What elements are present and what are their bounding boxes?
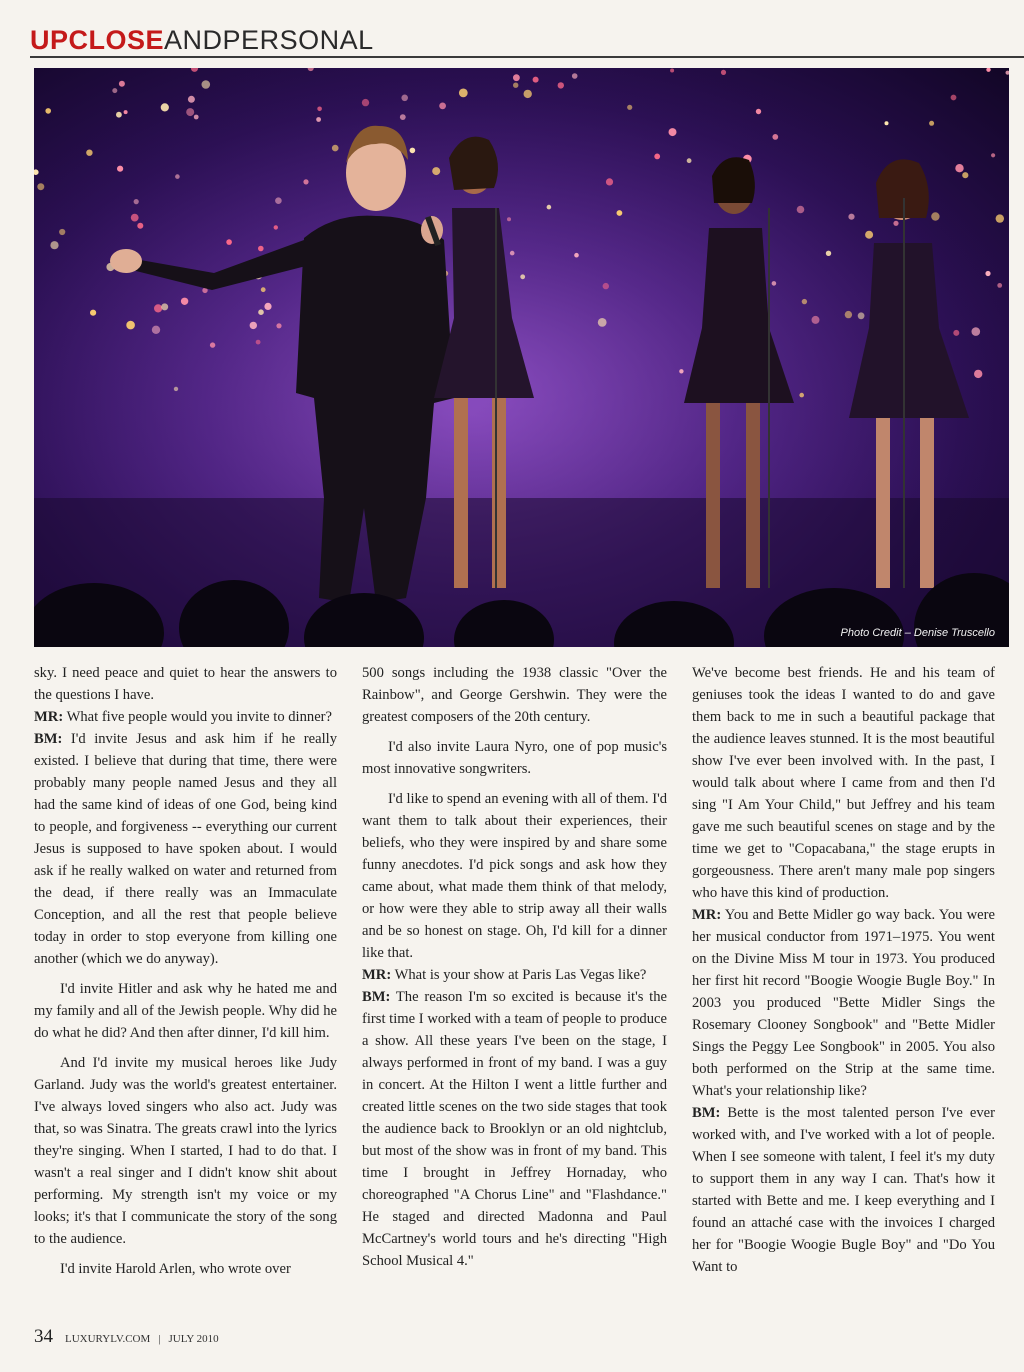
speaker-label: MR: xyxy=(692,907,722,923)
stage-light-dot xyxy=(772,281,777,286)
stage-light-dot xyxy=(617,210,623,216)
stage-light-dot xyxy=(256,340,261,345)
stage-light-dot xyxy=(119,81,125,87)
stage-light-dot xyxy=(37,183,44,190)
stage-light-dot xyxy=(258,309,264,315)
stage-light-dot xyxy=(161,303,168,310)
stage-light-dot xyxy=(606,178,613,185)
stage-light-dot xyxy=(510,251,515,256)
stage-light-dot xyxy=(90,310,96,316)
speaker-label: BM: xyxy=(692,1105,721,1121)
paragraph-text: You and Bette Midler go way back. You were her musical conductor from 1971–1975. You went on the Divine Miss M tour in 1973. You produced her first hit record "Boogie Woogie Bugle Boy." In 2003 you produced "Bette Midler Sings the Rosemary Clooney Songbook" and "Bette Midler Sings the Peggy Lee Songbook" in 2005. You also both performed on the Strip at the same time. What's your relationship like? xyxy=(692,907,995,1099)
stage-light-dot xyxy=(679,369,683,373)
stage-light-dot xyxy=(400,114,406,120)
stage-light-dot xyxy=(687,158,692,163)
stage-light-dot xyxy=(362,99,369,106)
stage-light-dot xyxy=(974,370,982,378)
stage-light-dot xyxy=(250,322,257,329)
stage-light-dot xyxy=(826,251,831,256)
stage-light-dot xyxy=(670,69,674,73)
stage-light-dot xyxy=(513,74,520,81)
stage-light-dot xyxy=(59,229,65,235)
stage-light-dot xyxy=(953,330,959,336)
stage-light-dot xyxy=(317,107,322,112)
stage-light-dot xyxy=(459,89,468,98)
stage-light-dot xyxy=(603,283,609,289)
stage-light-dot xyxy=(226,239,232,245)
stage-light-dot xyxy=(513,83,518,88)
paragraph-text: I'd like to spend an evening with all of them. I'd want them to talk about their experiences, their beliefs, who they were inspired by and share some funny anecdotes. I'd pick songs and ask how they came about, what made them think of that melody, or how were they able to strip away all their walls and be so honest on stage. Oh, I'd kill for a dinner like that. xyxy=(362,791,667,961)
stage-light-dot xyxy=(181,298,188,305)
stage-light-dot xyxy=(955,164,963,172)
stage-light-dot xyxy=(931,212,939,220)
paragraph xyxy=(34,1258,337,1280)
stage-light-dot xyxy=(669,128,677,136)
stage-light-dot xyxy=(929,121,934,126)
stage-light-dot xyxy=(131,214,139,222)
stage-light-dot xyxy=(316,117,321,122)
stage-light-dot xyxy=(274,225,278,229)
paragraph-text: What five people would you invite to dinner? xyxy=(63,709,333,725)
stage-light-dot xyxy=(533,77,539,83)
stage-light-dot xyxy=(439,103,446,110)
stage-light-dot xyxy=(985,271,990,276)
paragraph xyxy=(362,736,667,780)
stage-illustration xyxy=(34,68,1009,647)
stage-light-dot xyxy=(721,70,726,75)
stage-light-dot xyxy=(261,287,266,292)
section-header xyxy=(30,24,374,56)
stage-light-dot xyxy=(175,174,180,179)
stage-light-dot xyxy=(524,90,532,98)
speaker-label: MR: xyxy=(34,709,64,725)
stage-light-dot xyxy=(332,145,339,152)
paragraph xyxy=(692,662,995,904)
paragraph-text: What is your show at Paris Las Vegas like? xyxy=(391,967,647,983)
paragraph-text: I'd invite Jesus and ask him if he really existed. I believe that during that time, there were probably many people named Jesus and they all had the same kind of ideas of one God, being kind to people, and forgiveness -- everything our current Jesus is supposed to have spoken about. I would ask if he really walked on water and returned from the dead, if there really was an Immaculate Conception, and all the rest that people believe today in order to stop everyone from killing one another (which we do anyway). xyxy=(34,731,337,967)
stage-light-dot xyxy=(756,109,761,114)
paragraph xyxy=(362,662,667,728)
paragraph-text: sky. I need peace and quiet to hear the answers to the questions I have. xyxy=(34,665,337,703)
stage-light-dot xyxy=(152,326,160,334)
stage-light-dot xyxy=(275,197,282,204)
stage-light-dot xyxy=(507,217,511,221)
paragraph xyxy=(692,1102,995,1278)
stage-light-dot xyxy=(50,241,58,249)
stage-light-dot xyxy=(885,121,889,125)
stage-light-dot xyxy=(161,103,169,111)
speaker-label: BM: xyxy=(34,731,63,747)
stage-light-dot xyxy=(996,214,1004,222)
footer-issue: JULY 2010 xyxy=(168,1333,219,1345)
concert-photo xyxy=(34,68,1009,647)
stage-light-dot xyxy=(258,246,264,252)
stage-light-dot xyxy=(194,115,199,120)
stage-light-dot xyxy=(812,316,820,324)
paragraph xyxy=(362,788,667,964)
paragraph xyxy=(34,662,337,706)
stage-light-dot xyxy=(802,299,807,304)
paragraph-text: 500 songs including the 1938 classic "Over the Rainbow", and George Gershwin. They were the greatest composers of the 20th century. xyxy=(362,665,667,725)
paragraph-text: I'd invite Hitler and ask why he hated me and my family and all of the Jewish people. Why did he do what he did? And then after dinner, I'd kill him. xyxy=(34,981,337,1041)
stage-light-dot xyxy=(117,166,123,172)
stage-light-dot xyxy=(401,95,408,102)
paragraph-text: I'd invite Harold Arlen, who wrote over xyxy=(60,1261,291,1277)
stage-light-dot xyxy=(126,321,135,330)
stage-light-dot xyxy=(112,88,117,93)
paragraph-text: I'd also invite Laura Nyro, one of pop music's most innovative songwriters. xyxy=(362,739,667,777)
stage-light-dot xyxy=(303,179,308,184)
paragraph xyxy=(362,986,667,1272)
stage-light-dot xyxy=(86,150,92,156)
stage-light-dot xyxy=(997,283,1002,288)
paragraph-text: We've become best friends. He and his team of geniuses took the ideas I wanted to do and gave them back to me in such a beautiful package that the audience leaves stunned. It is the most beautiful show I've ever been involved with. In the past, I would talk about where I came from and then I'd sing "I Am Your Child," but Jeffrey and his team gave me such beautiful scenes on stage and by the time we get to "Copacabana," the stage erupts in gorgeousness. There aren't many male pop singers who have this kind of production. xyxy=(692,665,995,901)
header-rule xyxy=(30,56,1024,58)
footer-separator: | xyxy=(158,1333,161,1345)
paragraph xyxy=(34,1052,337,1250)
stage-light-dot xyxy=(276,323,281,328)
stage-light-dot xyxy=(972,327,981,336)
stage-light-dot xyxy=(547,205,552,210)
speaker-label: BM: xyxy=(362,989,391,1005)
stage-light-dot xyxy=(574,253,579,258)
stage-light-dot xyxy=(598,318,607,327)
paragraph-text: The reason I'm so excited is because it's the first time I worked with a team of people to produce a show. All these years I've been on the stage, I always performed in front of my band. I was a guy in concert. At the Hilton I went a little further and created little scenes on the two side stages that took the audience back to Brooklyn or an old nightclub, but most of the show was in front of my band. This time I brought in Jeffrey Hornaday, who choreographed "A Chorus Line" and "Flashdance." He staged and directed Madonna and Paul McCartney's world tours and he's directing "High School Musical 4." xyxy=(362,989,667,1269)
stage-light-dot xyxy=(865,231,873,239)
page-number: 34 xyxy=(34,1326,53,1347)
stage-light-dot xyxy=(188,96,195,103)
stage-light-dot xyxy=(845,311,852,318)
stage-light-dot xyxy=(45,108,51,114)
stage-light-dot xyxy=(772,134,778,140)
stage-light-dot xyxy=(186,108,194,116)
stage-light-dot xyxy=(991,153,995,157)
stage-light-dot xyxy=(210,342,215,347)
paragraph xyxy=(34,728,337,970)
stage-light-dot xyxy=(858,312,865,319)
stage-light-dot xyxy=(202,80,211,89)
article-column-1 xyxy=(34,662,337,1282)
paragraph xyxy=(692,904,995,1102)
article-column-3 xyxy=(692,662,995,1282)
stage-light-dot xyxy=(848,214,854,220)
stage-light-dot xyxy=(137,223,143,229)
photo-credit: Photo Credit – Denise Truscello xyxy=(840,627,995,639)
stage-light-dot xyxy=(627,105,632,110)
stage-light-dot xyxy=(893,221,898,226)
header-upclose: UPCLOSE xyxy=(30,25,165,55)
stage-light-dot xyxy=(432,167,440,175)
paragraph xyxy=(362,964,667,986)
speaker-label: MR: xyxy=(362,967,392,983)
paragraph xyxy=(34,706,337,728)
stage-light-dot xyxy=(951,95,957,101)
stage-light-dot xyxy=(797,206,805,214)
article-column-2 xyxy=(362,662,667,1282)
stage-light-dot xyxy=(410,148,416,154)
stage-light-dot xyxy=(654,154,660,160)
footer-site: LUXURYLV.COM xyxy=(65,1333,151,1345)
stage-light-dot xyxy=(264,303,271,310)
stage-light-dot xyxy=(116,112,122,118)
stage-light-dot xyxy=(572,73,578,79)
stage-light-dot xyxy=(134,199,139,204)
header-personal: PERSONAL xyxy=(222,25,374,55)
stage-light-dot xyxy=(558,82,564,88)
stage-light-dot xyxy=(124,110,128,114)
stage-light-dot xyxy=(154,304,162,312)
stage-light-dot xyxy=(962,172,968,178)
stage-light-dot xyxy=(799,393,804,398)
stage-light-dot xyxy=(174,387,178,391)
page-footer xyxy=(34,1326,219,1348)
stage-light-dot xyxy=(520,274,525,279)
paragraph-text: Bette is the most talented person I've ever worked with, and I've worked with a lot of people. When I see someone with talent, I feel it's my duty to support them in any way I can. That's how it started with Bette and me. I keep everything and I found an attaché case with the invoices I charged her for "Boogie Woogie Bugle Boy" and "Do You Want to xyxy=(692,1105,995,1275)
paragraph-text: And I'd invite my musical heroes like Judy Garland. Judy was the world's greatest entertainer. I've always loved singers who also act. Judy was that, so was Sinatra. The greats crawl into the lyrics they're singing. When I started, I had to do that. I wasn't a real singer and I didn't know shit about performing. My strength isn't my voice or my looks; it's that I communicate the story of the song to the audience. xyxy=(34,1055,337,1247)
paragraph xyxy=(34,978,337,1044)
header-and: AND xyxy=(164,25,223,55)
